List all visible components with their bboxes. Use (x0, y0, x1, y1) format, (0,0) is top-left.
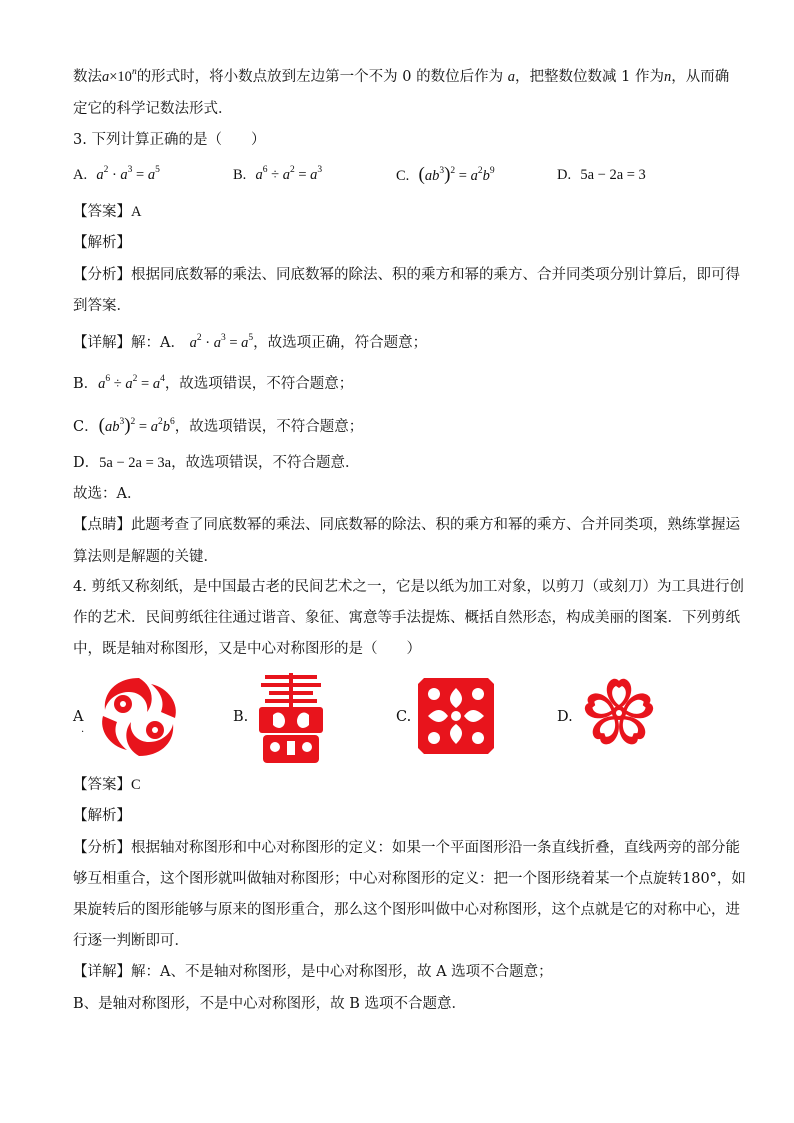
q3-stem: 3. 下列计算正确的是（ ） (73, 132, 266, 148)
papercut-square-flower-image (416, 676, 496, 756)
q4-option-a-label: A (73, 709, 84, 725)
papercut-double-happiness-image (255, 671, 327, 766)
sci-notation-line-2: 定它的科学记数法形式． (73, 101, 233, 117)
q4-stem-2: 作的艺术．民间剪纸往往通过谐音、象征、寓意等手法提炼、概括自然形态，构成美丽的图案．下列剪纸 (73, 610, 740, 626)
sci-notation-line-1: 数法$a\times 10^n$的形式时，将小数点放到左边第一个不为 0 的数位后作为 a，把整数位数减 1 作为n，从而确 (73, 67, 730, 85)
q4-option-a-dot: . (81, 724, 85, 735)
q3-option-c: C. $(ab^3)^2 = a^2b^9$ (396, 164, 495, 185)
q4-option-b-label: B. (233, 709, 249, 725)
q3-detail-c: C．$(ab^3)^2 = a^2b^6$，故选项错误，不符合题意； (73, 415, 364, 436)
q3-dianjing-2: 算法则是解题的关键． (73, 549, 218, 565)
q3-answer: 【答案】A (73, 204, 142, 220)
q4-analysis-label: 【解析】 (73, 808, 131, 824)
q4-detail-b: B、是轴对称图形，不是中心对称图形，故 B 选项不合题意． (73, 996, 467, 1012)
q3-detail-a: 【详解】解：A． $a^2 \cdot a^3 = a^5$，故选项正确，符合题意； (73, 333, 428, 351)
q3-fenxi-1: 【分析】根据同底数幂的乘法、同底数幂的除法、积的乘方和幂的乘方、合并同类项分别计算后，即可得 (73, 267, 740, 283)
q4-option-c-label: C. (396, 709, 412, 725)
q3-dianjing-1: 【点睛】此题考查了同底数幂的乘法、同底数幂的除法、积的乘方和幂的乘方、合并同类项，熟练掌握运 (73, 517, 740, 533)
q4-stem-3: 中，既是轴对称图形，又是中心对称图形的是（ ） (73, 641, 421, 657)
q4-fenxi-4: 行逐一判断即可． (73, 933, 189, 949)
q4-fenxi-1: 【分析】根据轴对称图形和中心对称图形的定义：如果一个平面图形沿一条直线折叠，直线两旁的部分能 (73, 840, 740, 856)
q3-detail-b: B．$a^6 \div a^2 = a^4$，故选项错误，不符合题意； (73, 374, 354, 392)
q3-detail-d: D．5a − 2a = 3a，故选项错误，不符合题意． (73, 455, 360, 471)
q4-detail-a: 【详解】解：A、不是轴对称图形，是中心对称图形，故 A 选项不合题意； (73, 964, 553, 980)
q4-option-d-label: D. (557, 709, 573, 725)
papercut-fish-image (93, 672, 185, 762)
q3-option-a: A. $a^2 \cdot a^3 = a^5$ (73, 165, 160, 183)
q4-answer: 【答案】C (73, 777, 141, 793)
q3-choice: 故选：A． (73, 486, 142, 502)
q4-stem-1: 4. 剪纸又称刻纸，是中国最古老的民间艺术之一，它是以纸为加工对象，以剪刀（或刻刀）为工具进行创 (73, 579, 744, 595)
q4-fenxi-3: 果旋转后的图形能够与原来的图形重合，那么这个图形叫做中心对称图形，这个点就是它的对称中心，进 (73, 902, 740, 918)
q3-option-b: B. $a^6 \div a^2 = a^3$ (233, 165, 323, 183)
q3-option-d: D. 5a − 2a = 3 (557, 167, 646, 183)
q3-fenxi-2: 到答案． (73, 298, 131, 314)
q4-fenxi-2: 够互相重合，这个图形就叫做轴对称图形；中心对称图形的定义：把一个图形绕着某一个点旋转180°，如 (73, 871, 746, 887)
q3-analysis-label: 【解析】 (73, 235, 131, 251)
papercut-plum-blossom-image (581, 675, 657, 751)
